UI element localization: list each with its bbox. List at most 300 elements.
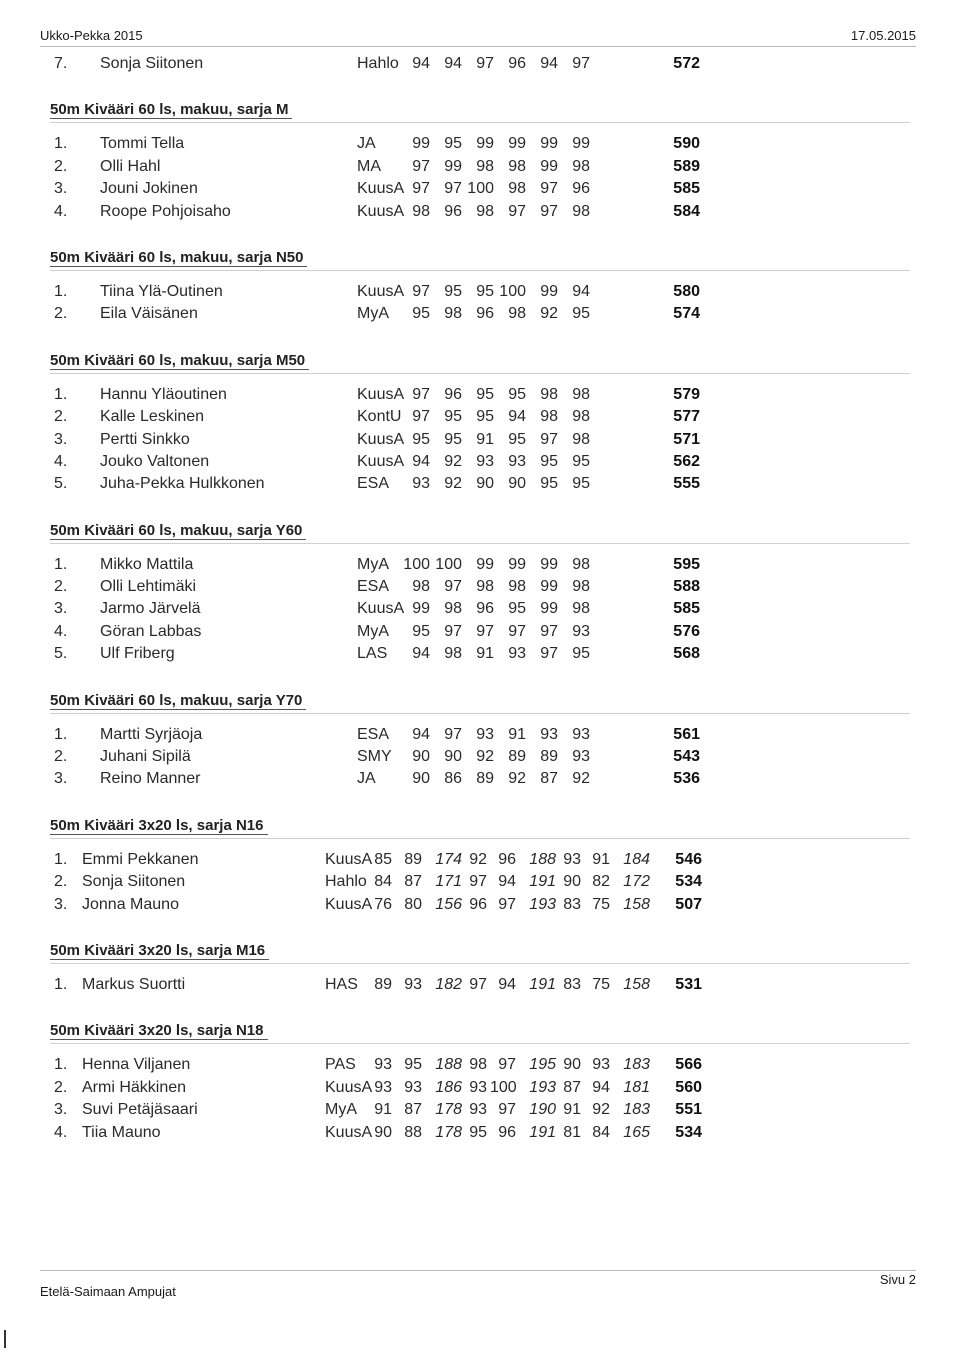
section-title-text: 50m Kivääri 60 ls, makuu, sarja M50 xyxy=(50,352,309,370)
series-score: 89 xyxy=(508,748,526,766)
series-score: 90 xyxy=(444,748,462,766)
series-score: 99 xyxy=(476,135,494,153)
series-score: 75 xyxy=(592,895,610,913)
shooter-name: Markus Suortti xyxy=(82,975,186,993)
position-subtotal: 190 xyxy=(529,1101,556,1119)
rank: 1. xyxy=(54,555,68,573)
series-score: 90 xyxy=(412,770,430,788)
series-score: 90 xyxy=(476,475,494,493)
series-score: 97 xyxy=(540,202,558,220)
shooter-name: Jouko Valtonen xyxy=(100,452,210,470)
series-score: 97 xyxy=(498,1056,516,1074)
series-score: 91 xyxy=(592,850,610,868)
rank: 4. xyxy=(54,202,68,220)
series-score: 98 xyxy=(572,385,590,403)
shooter-name: Juha-Pekka Hulkkonen xyxy=(100,475,265,493)
section-title xyxy=(50,522,910,544)
series-score: 94 xyxy=(498,873,516,891)
results-section xyxy=(0,942,960,998)
competition-date: 17.05.2015 xyxy=(850,28,916,43)
series-score: 95 xyxy=(572,452,590,470)
series-score: 98 xyxy=(572,408,590,426)
rank: 2. xyxy=(54,873,68,891)
shooter-name: Tiina Ylä-Outinen xyxy=(100,282,223,300)
series-score: 97 xyxy=(508,202,526,220)
series-score: 95 xyxy=(412,622,430,640)
series-score: 90 xyxy=(508,475,526,493)
series-score: 84 xyxy=(592,1123,610,1141)
total-score: 595 xyxy=(673,555,700,573)
series-score: 91 xyxy=(476,430,494,448)
binder-mark xyxy=(4,1330,6,1348)
shooter-name: Armi Häkkinen xyxy=(82,1078,187,1096)
position-subtotal: 158 xyxy=(623,895,650,913)
total-score: 531 xyxy=(675,975,702,993)
shooter-name: Henna Viljanen xyxy=(82,1056,191,1074)
series-score: 95 xyxy=(469,1123,487,1141)
series-score: 92 xyxy=(572,770,590,788)
section-title xyxy=(50,101,910,123)
organizer-name: Etelä-Saimaan Ampujat xyxy=(40,1284,176,1299)
series-score: 94 xyxy=(540,55,558,72)
total-score: 561 xyxy=(673,725,700,743)
series-score: 99 xyxy=(444,157,462,175)
club: HAS xyxy=(325,975,358,993)
series-score: 92 xyxy=(592,1101,610,1119)
series-score: 87 xyxy=(563,1078,581,1096)
result-row xyxy=(0,408,960,430)
series-score: 99 xyxy=(476,555,494,573)
series-score: 97 xyxy=(412,282,430,300)
series-score: 97 xyxy=(444,622,462,640)
result-row xyxy=(0,203,960,225)
result-row xyxy=(0,1124,960,1146)
club: ESA xyxy=(357,578,390,596)
shooter-name: Kalle Leskinen xyxy=(100,408,205,426)
club: KuusA xyxy=(325,895,373,913)
total-score: 585 xyxy=(673,180,700,198)
rank: 7. xyxy=(54,55,68,72)
series-score: 88 xyxy=(404,1123,422,1141)
series-score: 96 xyxy=(498,850,516,868)
shooter-name: Hannu Yläoutinen xyxy=(100,385,227,403)
rank: 5. xyxy=(54,645,68,663)
section-title-text: 50m Kivääri 60 ls, makuu, sarja Y60 xyxy=(50,522,306,540)
series-score: 97 xyxy=(412,408,430,426)
series-score: 97 xyxy=(444,578,462,596)
series-score: 93 xyxy=(572,725,590,743)
series-score: 95 xyxy=(508,385,526,403)
club: KuusA xyxy=(357,600,405,618)
club: MyA xyxy=(357,305,389,323)
series-score: 96 xyxy=(444,385,462,403)
series-score: 93 xyxy=(469,1101,487,1119)
rank: 4. xyxy=(54,452,68,470)
series-score: 95 xyxy=(444,408,462,426)
series-score: 97 xyxy=(508,622,526,640)
series-score: 97 xyxy=(540,180,558,198)
rank: 2. xyxy=(54,1078,68,1096)
series-score: 97 xyxy=(412,157,430,175)
series-score: 94 xyxy=(572,282,590,300)
result-row xyxy=(0,873,960,895)
result-row xyxy=(0,475,960,497)
total-score: 566 xyxy=(675,1056,702,1074)
rank: 1. xyxy=(54,135,68,153)
club: JA xyxy=(357,770,376,788)
total-score: 555 xyxy=(673,475,700,493)
position-subtotal: 172 xyxy=(623,873,650,891)
total-score: 590 xyxy=(673,135,700,153)
result-row xyxy=(0,896,960,918)
series-score: 97 xyxy=(540,622,558,640)
total-score: 585 xyxy=(673,600,700,618)
results-section xyxy=(0,522,960,668)
series-score: 99 xyxy=(508,135,526,153)
series-score: 98 xyxy=(572,555,590,573)
series-score: 81 xyxy=(563,1123,581,1141)
series-score: 99 xyxy=(540,157,558,175)
series-score: 98 xyxy=(572,157,590,175)
series-score: 90 xyxy=(374,1123,392,1141)
series-score: 100 xyxy=(490,1078,517,1096)
series-score: 90 xyxy=(563,873,581,891)
series-score: 93 xyxy=(404,1078,422,1096)
series-score: 93 xyxy=(469,1078,487,1096)
section-title-text: 50m Kivääri 60 ls, makuu, sarja M xyxy=(50,101,292,119)
position-subtotal: 188 xyxy=(435,1056,462,1074)
series-score: 100 xyxy=(403,555,430,573)
series-score: 97 xyxy=(540,430,558,448)
series-score: 95 xyxy=(476,408,494,426)
series-score: 89 xyxy=(476,770,494,788)
shooter-name: Sonja Siitonen xyxy=(100,55,204,72)
series-score: 95 xyxy=(476,385,494,403)
position-subtotal: 191 xyxy=(529,1123,556,1141)
series-score: 99 xyxy=(540,578,558,596)
series-score: 98 xyxy=(572,578,590,596)
section-title-text: 50m Kivääri 60 ls, makuu, sarja N50 xyxy=(50,249,307,267)
series-score: 97 xyxy=(498,1101,516,1119)
total-score: 568 xyxy=(673,645,700,663)
position-subtotal: 193 xyxy=(529,895,556,913)
section-title xyxy=(50,249,910,271)
total-score: 543 xyxy=(673,748,700,766)
position-subtotal: 186 xyxy=(435,1078,462,1096)
series-score: 100 xyxy=(467,180,494,198)
series-score: 94 xyxy=(508,408,526,426)
rank: 4. xyxy=(54,622,68,640)
series-score: 96 xyxy=(572,180,590,198)
series-score: 95 xyxy=(572,475,590,493)
series-score: 87 xyxy=(404,873,422,891)
series-score: 93 xyxy=(412,475,430,493)
series-score: 98 xyxy=(444,600,462,618)
header-divider xyxy=(40,46,916,47)
club: MA xyxy=(357,157,381,175)
result-row xyxy=(0,180,960,202)
series-score: 98 xyxy=(412,578,430,596)
series-score: 93 xyxy=(592,1056,610,1074)
series-score: 99 xyxy=(540,282,558,300)
shooter-name: Jonna Mauno xyxy=(82,895,179,913)
series-score: 93 xyxy=(374,1078,392,1096)
series-score: 89 xyxy=(404,850,422,868)
series-score: 96 xyxy=(498,1123,516,1141)
series-score: 93 xyxy=(572,622,590,640)
series-score: 93 xyxy=(540,725,558,743)
position-subtotal: 178 xyxy=(435,1123,462,1141)
series-score: 100 xyxy=(499,282,526,300)
series-score: 98 xyxy=(444,305,462,323)
total-score: 546 xyxy=(675,850,702,868)
result-row xyxy=(0,135,960,157)
result-row xyxy=(0,305,960,327)
series-score: 95 xyxy=(508,430,526,448)
series-score: 98 xyxy=(444,645,462,663)
club: SMY xyxy=(357,748,392,766)
position-subtotal: 195 xyxy=(529,1056,556,1074)
series-score: 97 xyxy=(572,55,590,72)
club: MyA xyxy=(357,622,389,640)
result-row xyxy=(0,55,960,77)
club: PAS xyxy=(325,1056,356,1074)
result-row xyxy=(0,851,960,873)
rank: 2. xyxy=(54,408,68,426)
series-score: 100 xyxy=(435,555,462,573)
series-score: 98 xyxy=(412,202,430,220)
club: JA xyxy=(357,135,376,153)
series-score: 94 xyxy=(444,55,462,72)
series-score: 98 xyxy=(572,202,590,220)
series-score: 99 xyxy=(540,555,558,573)
position-subtotal: 158 xyxy=(623,975,650,993)
series-score: 90 xyxy=(563,1056,581,1074)
section-title xyxy=(50,942,910,964)
shooter-name: Pertti Sinkko xyxy=(100,430,190,448)
section-title xyxy=(50,352,910,374)
position-subtotal: 188 xyxy=(529,850,556,868)
series-score: 97 xyxy=(476,55,494,72)
series-score: 91 xyxy=(476,645,494,663)
series-score: 98 xyxy=(572,600,590,618)
series-score: 93 xyxy=(374,1056,392,1074)
club: MyA xyxy=(325,1101,357,1119)
series-score: 91 xyxy=(508,725,526,743)
club: KuusA xyxy=(325,850,373,868)
series-score: 95 xyxy=(444,135,462,153)
result-row xyxy=(0,748,960,770)
section-title xyxy=(50,1022,910,1044)
series-score: 87 xyxy=(404,1101,422,1119)
club: LAS xyxy=(357,645,388,663)
section-title-text: 50m Kivääri 3x20 ls, sarja M16 xyxy=(50,942,269,960)
rank: 1. xyxy=(54,1056,68,1074)
series-score: 98 xyxy=(508,157,526,175)
result-row xyxy=(0,1101,960,1123)
position-subtotal: 156 xyxy=(435,895,462,913)
series-score: 98 xyxy=(572,430,590,448)
series-score: 93 xyxy=(572,748,590,766)
series-score: 92 xyxy=(469,850,487,868)
section-title-text: 50m Kivääri 60 ls, makuu, sarja Y70 xyxy=(50,692,306,710)
results-section xyxy=(0,352,960,498)
club: KuusA xyxy=(357,282,405,300)
total-score: 576 xyxy=(673,622,700,640)
rank: 2. xyxy=(54,305,68,323)
club: ESA xyxy=(357,725,390,743)
total-score: 551 xyxy=(675,1101,702,1119)
club: KuusA xyxy=(357,452,405,470)
page-number: Sivu 2 xyxy=(879,1272,916,1287)
club: ESA xyxy=(357,475,390,493)
shooter-name: Jarmo Järvelä xyxy=(100,600,201,618)
series-score: 92 xyxy=(540,305,558,323)
series-score: 98 xyxy=(469,1056,487,1074)
series-score: 98 xyxy=(508,180,526,198)
shooter-name: Juhani Sipilä xyxy=(100,748,191,766)
results-section xyxy=(0,1022,960,1146)
total-score: 562 xyxy=(673,452,700,470)
shooter-name: Mikko Mattila xyxy=(100,555,194,573)
series-score: 98 xyxy=(476,578,494,596)
series-score: 76 xyxy=(374,895,392,913)
series-score: 92 xyxy=(444,475,462,493)
shooter-name: Olli Lehtimäki xyxy=(100,578,197,596)
rank: 2. xyxy=(54,748,68,766)
footer-divider xyxy=(40,1270,916,1271)
position-subtotal: 181 xyxy=(623,1078,650,1096)
position-subtotal: 165 xyxy=(623,1123,650,1141)
series-score: 99 xyxy=(572,135,590,153)
series-score: 80 xyxy=(404,895,422,913)
series-score: 92 xyxy=(444,452,462,470)
shooter-name: Reino Manner xyxy=(100,770,201,788)
position-subtotal: 193 xyxy=(529,1078,556,1096)
result-row xyxy=(0,770,960,792)
series-score: 84 xyxy=(374,873,392,891)
series-score: 94 xyxy=(412,452,430,470)
series-score: 94 xyxy=(412,725,430,743)
series-score: 97 xyxy=(412,180,430,198)
series-score: 94 xyxy=(592,1078,610,1096)
rank: 3. xyxy=(54,770,68,788)
series-score: 95 xyxy=(540,475,558,493)
total-score: 589 xyxy=(673,157,700,175)
series-score: 93 xyxy=(508,645,526,663)
series-score: 83 xyxy=(563,895,581,913)
series-score: 97 xyxy=(498,895,516,913)
position-subtotal: 174 xyxy=(435,850,462,868)
club: Hahlo xyxy=(357,55,399,72)
shooter-name: Ulf Friberg xyxy=(100,645,175,663)
shooter-name: Jouni Jokinen xyxy=(100,180,198,198)
shooter-name: Olli Hahl xyxy=(100,157,161,175)
total-score: 577 xyxy=(673,408,700,426)
series-score: 94 xyxy=(412,55,430,72)
rank: 3. xyxy=(54,180,68,198)
series-score: 96 xyxy=(476,600,494,618)
result-row xyxy=(0,645,960,667)
club: KuusA xyxy=(357,385,405,403)
series-score: 91 xyxy=(374,1101,392,1119)
series-score: 97 xyxy=(476,622,494,640)
result-row xyxy=(0,283,960,305)
series-score: 85 xyxy=(374,850,392,868)
result-row xyxy=(0,556,960,578)
series-score: 75 xyxy=(592,975,610,993)
rank: 1. xyxy=(54,975,68,993)
series-score: 99 xyxy=(412,600,430,618)
series-score: 95 xyxy=(508,600,526,618)
series-score: 95 xyxy=(572,645,590,663)
result-row xyxy=(0,453,960,475)
series-score: 98 xyxy=(508,578,526,596)
section-title xyxy=(50,817,910,839)
results-section xyxy=(0,692,960,793)
club: MyA xyxy=(357,555,389,573)
club: Hahlo xyxy=(325,873,367,891)
series-score: 97 xyxy=(469,975,487,993)
result-row xyxy=(0,578,960,600)
total-score: 584 xyxy=(673,202,700,220)
total-score: 534 xyxy=(675,1123,702,1141)
section-title xyxy=(50,692,910,714)
total-score: 571 xyxy=(673,430,700,448)
shooter-name: Eila Väisänen xyxy=(100,305,198,323)
position-subtotal: 184 xyxy=(623,850,650,868)
shooter-name: Tommi Tella xyxy=(100,135,185,153)
shooter-name: Martti Syrjäoja xyxy=(100,725,203,743)
position-subtotal: 178 xyxy=(435,1101,462,1119)
series-score: 86 xyxy=(444,770,462,788)
series-score: 92 xyxy=(476,748,494,766)
results-section xyxy=(0,55,960,77)
section-title-text: 50m Kivääri 3x20 ls, sarja N18 xyxy=(50,1022,268,1040)
total-score: 534 xyxy=(675,873,702,891)
series-score: 97 xyxy=(412,385,430,403)
rank: 3. xyxy=(54,430,68,448)
series-score: 95 xyxy=(404,1056,422,1074)
series-score: 89 xyxy=(374,975,392,993)
series-score: 94 xyxy=(412,645,430,663)
result-row xyxy=(0,158,960,180)
position-subtotal: 191 xyxy=(529,873,556,891)
position-subtotal: 171 xyxy=(435,873,462,891)
series-score: 83 xyxy=(563,975,581,993)
club: KuusA xyxy=(357,180,405,198)
series-score: 96 xyxy=(444,202,462,220)
total-score: 588 xyxy=(673,578,700,596)
rank: 2. xyxy=(54,578,68,596)
series-score: 97 xyxy=(469,873,487,891)
series-score: 93 xyxy=(476,725,494,743)
series-score: 95 xyxy=(412,305,430,323)
result-row xyxy=(0,623,960,645)
series-score: 90 xyxy=(412,748,430,766)
series-score: 96 xyxy=(476,305,494,323)
club: KontU xyxy=(357,408,402,426)
results-section xyxy=(0,101,960,225)
series-score: 93 xyxy=(476,452,494,470)
section-title-text: 50m Kivääri 3x20 ls, sarja N16 xyxy=(50,817,268,835)
rank: 4. xyxy=(54,1123,68,1141)
series-score: 93 xyxy=(563,850,581,868)
series-score: 98 xyxy=(540,408,558,426)
shooter-name: Roope Pohjoisaho xyxy=(100,202,231,220)
total-score: 560 xyxy=(675,1078,702,1096)
series-score: 87 xyxy=(540,770,558,788)
